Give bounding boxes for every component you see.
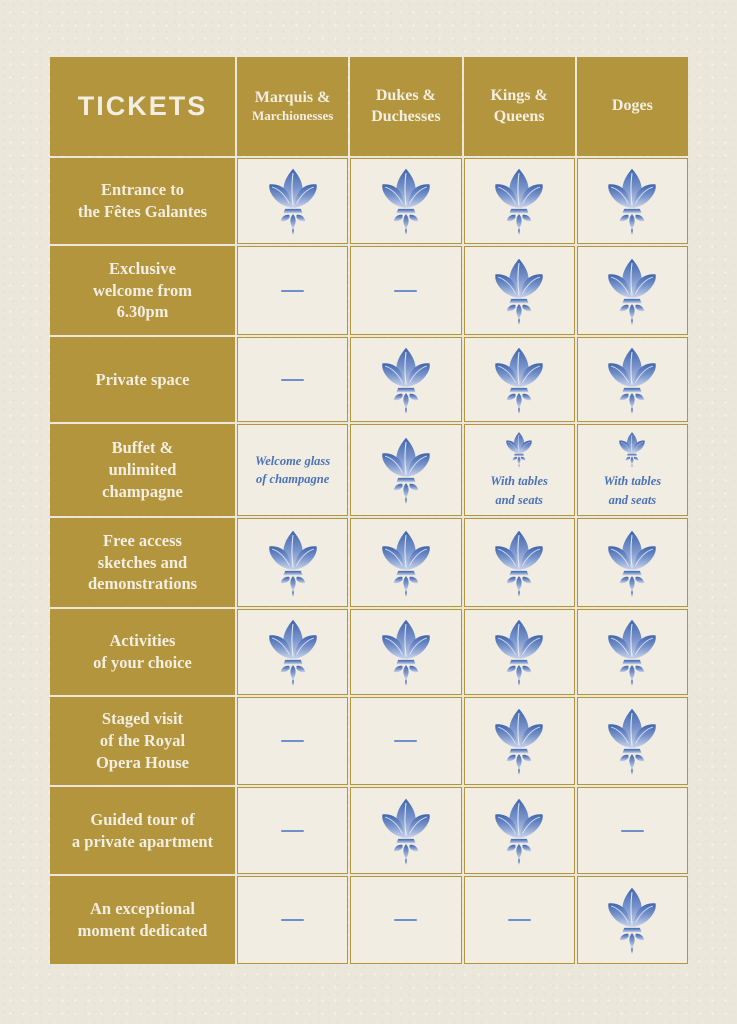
not-included-dash-icon	[621, 830, 644, 832]
not-included-dash-icon	[394, 919, 417, 921]
row-label-line: Buffet &	[111, 438, 174, 458]
cell-note	[604, 472, 662, 508]
row-label-line: moment dedicated	[77, 921, 208, 940]
feature-cell	[464, 246, 575, 335]
fleur-ornament-icon	[604, 257, 660, 325]
column-header-line: Queens	[493, 107, 545, 125]
row-label-line: champagne	[102, 481, 183, 501]
tickets-table	[50, 57, 688, 964]
row-label-line: demonstrations	[87, 574, 198, 594]
cell-note-line: With tables	[490, 474, 548, 489]
column-header-line: Kings &	[490, 86, 548, 104]
feature-cell	[237, 697, 348, 785]
row-label	[50, 876, 235, 964]
feature-cell	[237, 246, 348, 335]
feature-cell	[350, 337, 461, 422]
row-label	[50, 337, 235, 422]
fleur-ornament-icon	[604, 346, 660, 414]
feature-cell	[577, 697, 688, 785]
feature-cell	[350, 697, 461, 785]
row-label	[50, 697, 235, 785]
fleur-ornament-icon	[491, 257, 547, 325]
fleur-ornament-icon	[604, 529, 660, 597]
table-title-cell	[50, 57, 235, 156]
row-label-line: 6.30pm	[116, 302, 169, 322]
row-label	[50, 424, 235, 516]
row-label-line: Private space	[95, 369, 190, 389]
feature-cell	[350, 609, 461, 695]
column-header-line: Doges	[611, 97, 653, 115]
fleur-ornament-icon	[604, 886, 660, 954]
feature-cell	[577, 337, 688, 422]
cell-note	[255, 452, 330, 488]
fleur-ornament-icon	[491, 797, 547, 865]
feature-cell	[464, 697, 575, 785]
feature-cell	[464, 424, 575, 516]
feature-cell	[237, 424, 348, 516]
fleur-ornament-icon	[604, 167, 660, 235]
fleur-ornament-icon	[265, 529, 321, 597]
row-label-line: a private apartment	[71, 831, 214, 851]
row-label-line: Exclusive	[109, 258, 176, 278]
cell-note-line: and seats	[495, 492, 543, 507]
cell-note-line: of champagne	[255, 472, 330, 486]
cell-note-line: Welcome glass	[255, 453, 331, 468]
feature-cell	[350, 518, 461, 607]
row-label-line: sketches and	[97, 552, 188, 572]
not-included-dash-icon	[281, 379, 304, 381]
row-label	[50, 609, 235, 695]
fleur-ornament-icon	[378, 346, 434, 414]
fleur-ornament-icon	[265, 618, 321, 686]
feature-cell	[237, 158, 348, 244]
cell-note-line: With tables	[603, 474, 662, 489]
feature-cell	[237, 337, 348, 422]
row-label-line: Free access	[103, 530, 182, 550]
fleur-ornament-icon	[491, 346, 547, 414]
not-included-dash-icon	[281, 919, 304, 921]
fleur-ornament-icon	[265, 167, 321, 235]
not-included-dash-icon	[281, 740, 304, 742]
row-label-line: An exceptional	[90, 899, 195, 919]
fleur-ornament-icon	[504, 431, 534, 468]
feature-cell	[464, 876, 575, 964]
fleur-ornament-icon	[491, 529, 547, 597]
feature-cell	[350, 876, 461, 964]
row-label-line: Entrance to	[101, 180, 184, 200]
row-label-line: Opera House	[95, 752, 190, 772]
feature-cell	[464, 609, 575, 695]
fleur-ornament-icon	[378, 529, 434, 597]
row-label	[50, 518, 235, 607]
feature-cell	[577, 609, 688, 695]
feature-cell	[350, 158, 461, 244]
feature-cell	[350, 424, 461, 516]
row-label	[50, 246, 235, 335]
fleur-ornament-icon	[604, 618, 660, 686]
feature-cell	[237, 609, 348, 695]
fleur-ornament-icon	[491, 707, 547, 775]
fleur-ornament-icon	[617, 431, 647, 468]
cell-note	[490, 472, 548, 508]
feature-cell	[577, 787, 688, 874]
feature-cell	[577, 424, 688, 516]
row-label-line: welcome from	[92, 280, 193, 300]
feature-cell	[464, 518, 575, 607]
not-included-dash-icon	[281, 830, 304, 832]
row-label-line: of the Royal	[99, 731, 186, 751]
feature-cell	[237, 518, 348, 607]
feature-cell	[350, 246, 461, 335]
feature-cell	[350, 787, 461, 874]
feature-cell	[577, 876, 688, 964]
row-label-line: unlimited	[108, 460, 177, 480]
row-label	[50, 787, 235, 874]
feature-cell	[464, 787, 575, 874]
not-included-dash-icon	[394, 290, 417, 292]
feature-cell	[577, 518, 688, 607]
column-header-3	[464, 57, 575, 156]
fleur-ornament-icon	[378, 618, 434, 686]
row-label-line: Staged visit	[101, 709, 184, 729]
fleur-ornament-icon	[378, 797, 434, 865]
row-label-line: Activities	[109, 631, 176, 651]
not-included-dash-icon	[394, 740, 417, 742]
page-title: TICKETS	[77, 91, 208, 121]
row-label-line: Guided tour of	[90, 809, 195, 829]
cell-note-line: and seats	[608, 492, 657, 507]
column-header-line: Marquis &	[254, 88, 331, 106]
feature-cell	[577, 158, 688, 244]
not-included-dash-icon	[281, 290, 304, 292]
feature-cell	[464, 337, 575, 422]
fleur-ornament-icon	[491, 167, 547, 235]
feature-cell	[577, 246, 688, 335]
row-label	[50, 158, 235, 244]
column-header-line: Duchesses	[371, 107, 441, 125]
feature-cell	[237, 876, 348, 964]
fleur-ornament-icon	[378, 436, 434, 504]
column-header-4	[577, 57, 688, 156]
feature-cell	[464, 158, 575, 244]
column-header-2	[350, 57, 461, 156]
fleur-ornament-icon	[378, 167, 434, 235]
fleur-ornament-icon	[491, 618, 547, 686]
column-header-line: Marchionesses	[251, 108, 334, 124]
column-header-line: Dukes &	[375, 86, 436, 104]
not-included-dash-icon	[508, 919, 531, 921]
column-header-1	[237, 57, 348, 156]
fleur-ornament-icon	[604, 707, 660, 775]
row-label-line: of your choice	[93, 653, 192, 672]
row-label-line: the Fêtes Galantes	[77, 202, 208, 221]
feature-cell	[237, 787, 348, 874]
